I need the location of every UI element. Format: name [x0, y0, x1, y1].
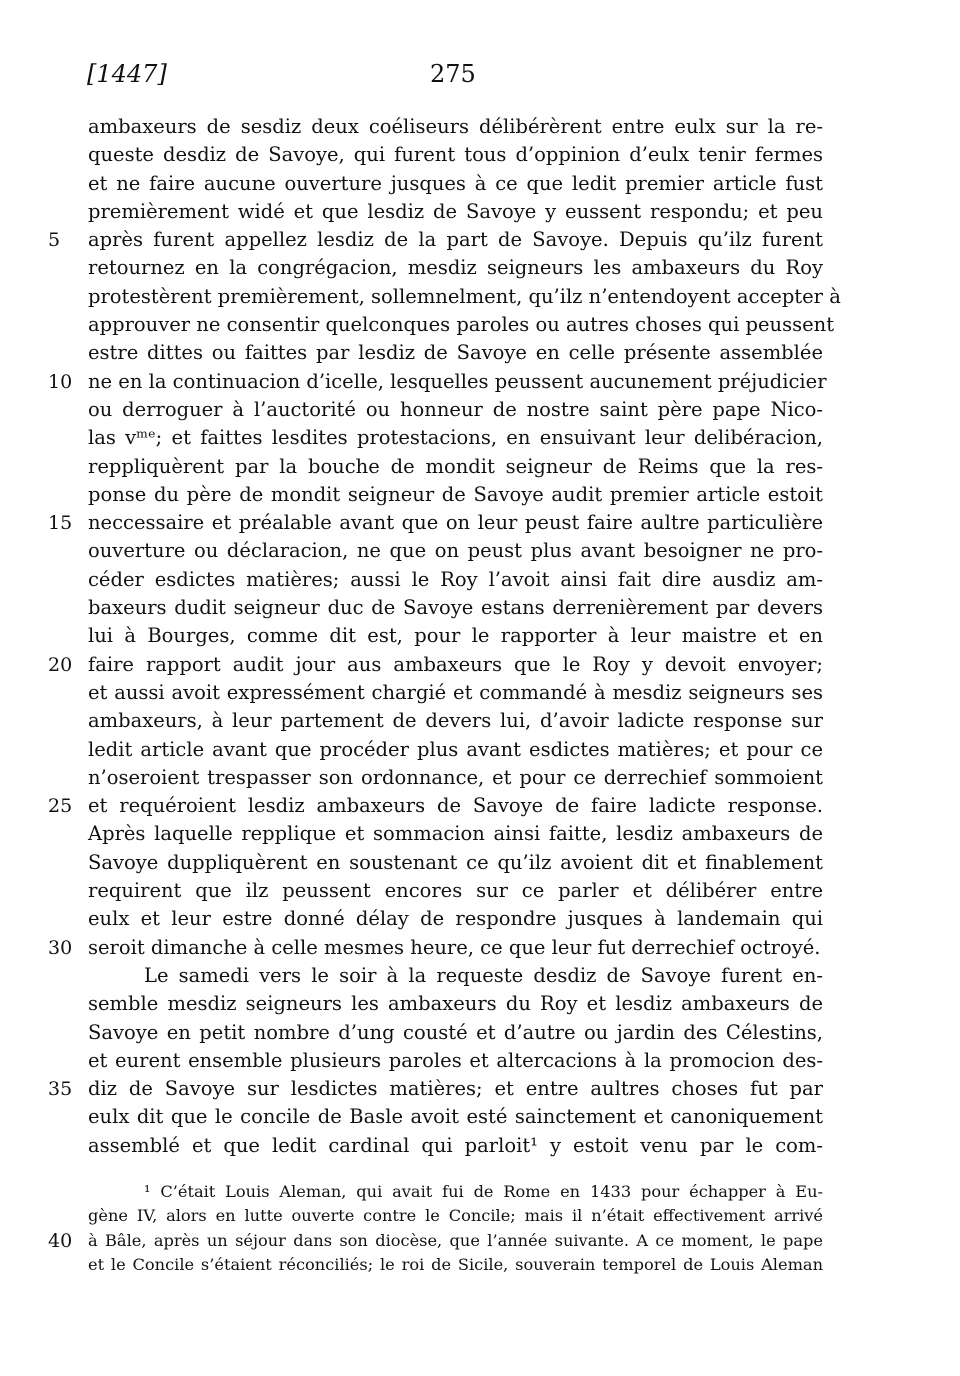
line-number: 40: [48, 1229, 73, 1252]
text-line: eulx dit que le concile de Basle avoit esté sainctement et canoniquement: [88, 1105, 823, 1129]
body-text: [48, 113, 841, 1160]
text-line: ouverture ou déclaracion, ne que on peust plus avant besoigner ne pro-: [88, 539, 823, 563]
text-line: requirent que ilz peussent encores sur ce parler et délibérer entre: [88, 879, 823, 903]
line-number: 20: [48, 653, 73, 676]
text-line: Savoye duppliquèrent en soustenant ce qu’ilz avoient dit et finablement: [88, 850, 823, 874]
text-line: queste desdiz de Savoye, qui furent tous d’oppinion d’eulx tenir fermes: [88, 143, 823, 167]
text-line: reppliquèrent par la bouche de mondit seigneur de Reims que la res-: [88, 454, 823, 478]
text-line: 30 seroit dimanche à celle mesmes heure, ce que leur fut derrechief octroyé.: [88, 934, 823, 962]
text-line: premièrement widé et que lesdiz de Savoye y eussent respondu; et peu: [88, 199, 823, 223]
footnotes: [48, 1180, 823, 1277]
text-line: 35 diz de Savoye sur lesdictes matières; et entre aultres choses fut par: [88, 1075, 823, 1103]
footnote-line: 40 à Bâle, après un séjour dans son diocèse, que l’année suivante. A ce moment, le pape: [48, 1229, 823, 1252]
header-year: [1447]: [87, 60, 167, 88]
footnote-line: gène IV, alors en lutte ouverte contre le Concile; mais il n’était effectivement arrivé: [88, 1206, 823, 1226]
text-line: lui à Bourges, comme dit est, pour le rapporter à leur maistre et en: [88, 624, 823, 648]
text-line: assemblé et que ledit cardinal qui parloit¹ y estoit venu par le com-: [88, 1133, 823, 1157]
text-line: et eurent ensemble plusieurs paroles et altercacions à la promocion des-: [88, 1048, 823, 1072]
page-number: 275: [430, 60, 476, 88]
text-line: eulx et leur estre donné délay de respondre jusques à landemain qui: [88, 907, 823, 931]
line-number: 15: [48, 512, 73, 535]
text-line: 20 faire rapport audit jour aus ambaxeurs que le Roy y devoit envoyer;: [88, 651, 823, 679]
text-line: baxeurs dudit seigneur duc de Savoye estans derrenièrement par devers: [88, 596, 823, 620]
text-line: 10 ne en la continuacion d’icelle, lesquelles peussent aucunement préjudicier: [88, 368, 823, 396]
text-line: ou derroguer à l’auctorité ou honneur de nostre saint père pape Nico-: [88, 397, 823, 421]
text-line: ledit article avant que procéder plus avant esdictes matières; et pour ce: [88, 737, 823, 761]
text-line: 5 après furent appellez lesdiz de la part de Savoye. Depuis qu’ilz furent: [88, 226, 823, 254]
text-line: ponse du père de mondit seigneur de Savoye audit premier article estoit: [88, 482, 823, 506]
text-line: approuver ne consentir quelconques paroles ou autres choses qui peussent: [88, 313, 835, 337]
text-line: Après laquelle repplique et sommacion ainsi faitte, lesdiz ambaxeurs de: [88, 822, 823, 846]
footnote-line: ¹ C’était Louis Aleman, qui avait fui de Rome en 1433 pour échapper à Eu-: [144, 1182, 823, 1201]
text-line: 15 neccessaire et préalable avant que on leur peust faire aultre particulière: [88, 509, 823, 537]
text-line: 25 et requéroient lesdiz ambaxeurs de Savoye de faire ladicte response.: [88, 792, 823, 820]
text-line: Le samedi vers le soir à la requeste desdiz de Savoye furent en-: [144, 963, 823, 987]
line-number: 5: [48, 229, 61, 252]
line-number: 30: [48, 936, 73, 959]
text-line: protestèrent premièrement, sollemnelment, qu’ilz n’entendoyent accepter à: [88, 284, 841, 308]
text-line: ambaxeurs de sesdiz deux coéliseurs délibérèrent entre eulx sur la re-: [88, 115, 823, 138]
text-line: ambaxeurs, à leur partement de devers lui, d’avoir ladicte response sur: [88, 709, 823, 733]
text-line: retournez en la congrégacion, mesdiz seigneurs les ambaxeurs du Roy: [88, 256, 823, 280]
text-line: céder esdictes matières; aussi le Roy l’avoit ainsi fait dire ausdiz am-: [88, 567, 823, 591]
text-line: Savoye en petit nombre d’ung cousté et d’autre ou jardin des Célestins,: [88, 1020, 823, 1044]
text-line: las vᵐᵉ; et faittes lesdites protestacions, en ensuivant leur delibéracion,: [88, 426, 823, 450]
line-number: 35: [48, 1078, 73, 1101]
text-line: et ne faire aucune ouverture jusques à ce que ledit premier article fust: [88, 171, 823, 195]
footnote-line: et le Concile s’étaient réconciliés; le roi de Sicile, souverain temporel de Louis Aleman: [88, 1254, 823, 1274]
text-line: estre dittes ou faittes par lesdiz de Savoye en celle présente assemblée: [88, 341, 823, 365]
text-line: et aussi avoit expressément chargié et commandé à mesdiz seigneurs ses: [88, 680, 823, 704]
text-line: n’oseroient trespasser son ordonnance, et pour ce derrechief sommoient: [88, 765, 823, 789]
line-number: 25: [48, 795, 73, 818]
text-line: semble mesdiz seigneurs les ambaxeurs du Roy et lesdiz ambaxeurs de: [88, 992, 823, 1016]
line-number: 10: [48, 370, 73, 393]
